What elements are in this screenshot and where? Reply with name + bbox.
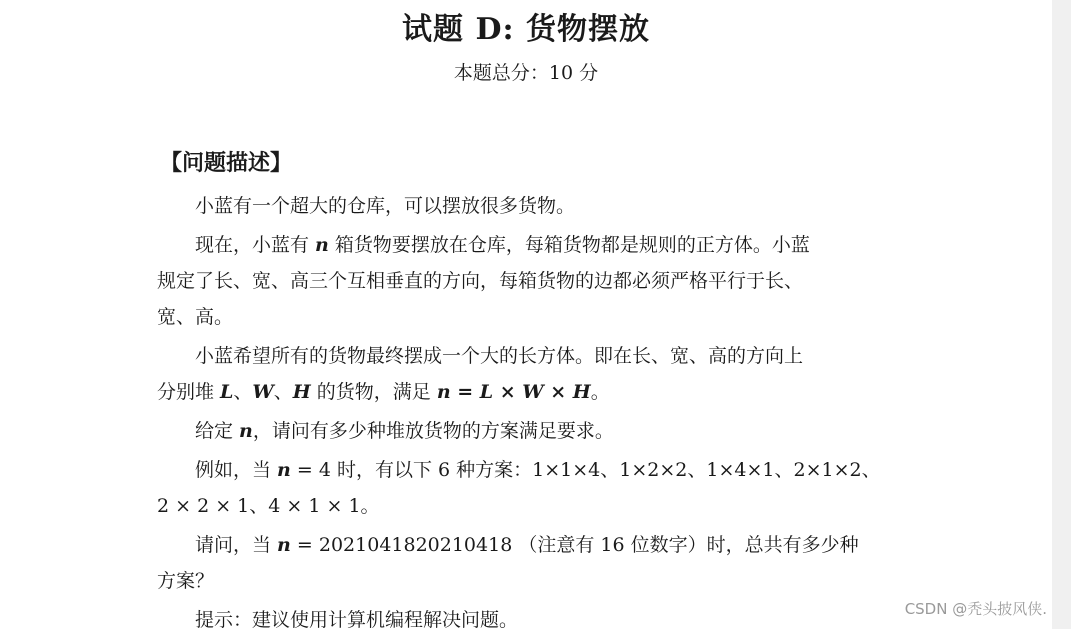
p5-line-2: 2 × 2 × 1、4 × 1 × 1。 [157, 495, 380, 517]
p3-line-2 [157, 374, 897, 410]
section-heading: 【问题描述】 [160, 151, 293, 176]
p3-text-c: 的货物，满足 [310, 381, 437, 403]
p6-line-2: 方案？ [157, 570, 215, 592]
p5-text-a: 例如，当 [195, 459, 278, 481]
p3-text-a: 小蓝希望所有的货物最终摆成一个大的长方体。即在长、宽、高的方向上 [195, 345, 804, 367]
p3-sep-1: 、 [233, 381, 253, 403]
scrollbar-track[interactable] [1052, 0, 1071, 629]
paragraph-1: 小蓝有一个超大的仓库，可以摆放很多货物。 [195, 195, 576, 217]
p2-line-3: 宽、高。 [157, 306, 234, 328]
var-n: n [315, 234, 329, 256]
paragraph-4 [157, 413, 897, 449]
paragraph-7: 提示：建议使用计算机编程解决问题。 [195, 609, 519, 631]
watermark: CSDN @秃头披风侠. [904, 600, 1047, 618]
p3-text-b: 分别堆 [157, 381, 221, 403]
score-line: 本题总分：10 分 [453, 62, 599, 84]
p5-eq: = 4 时，有以下 6 种方案：1×1×4、1×2×2、1×4×1、2×1×2、 [290, 459, 881, 481]
p2-text-a: 现在，小蓝有 [195, 234, 316, 256]
p4-text-a: 给定 [195, 420, 240, 442]
paragraph-5 [157, 452, 897, 524]
p4-text-b: ，请问有多少种堆放货物的方案满足要求。 [252, 420, 614, 442]
paragraph-2 [157, 227, 897, 335]
p3-sep-2: 、 [273, 381, 293, 403]
var-W: W [252, 381, 274, 403]
p6-eq: = 2021041820210418 （注意有 16 位数字）时，总共有多少种 [290, 534, 859, 556]
p2-text-b: 箱货物要摆放在仓库，每箱货物都是规则的正方体。小蓝 [328, 234, 810, 256]
var-n: n [239, 420, 253, 442]
formula: n = L × W × H [436, 381, 591, 403]
problem-body [157, 188, 897, 641]
paragraph-3 [157, 338, 897, 410]
var-L: L [220, 381, 234, 403]
problem-title: 试题 D: 货物摆放 [402, 12, 650, 47]
paragraph-6 [157, 527, 897, 599]
p2-line-2: 规定了长、宽、高三个互相垂直的方向，每箱货物的边都必须严格平行于长、 [157, 270, 804, 292]
p6-text-a: 请问，当 [195, 534, 278, 556]
p3-text-d: 。 [590, 381, 610, 403]
var-H: H [292, 381, 311, 403]
var-n: n [277, 459, 291, 481]
var-n: n [277, 534, 291, 556]
